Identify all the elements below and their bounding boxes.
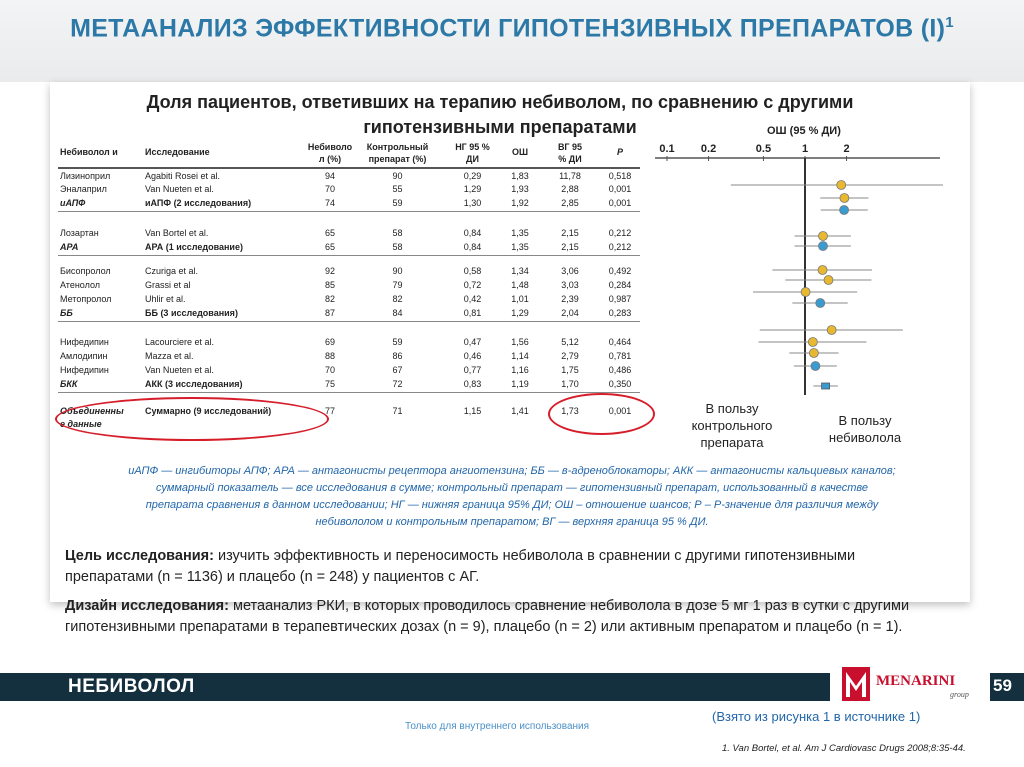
table-cell-study: Mazza et al. bbox=[145, 351, 194, 361]
header-lower: НГ 95 % ДИ bbox=[455, 142, 490, 164]
table-cell-p: 0,284 bbox=[608, 280, 632, 290]
internal-use-note: Только для внутреннего использования bbox=[405, 721, 590, 732]
table-cell-upper: 2,85 bbox=[561, 198, 579, 208]
header-drug: Небиволол и bbox=[60, 147, 118, 157]
table-cell-neb: 74 bbox=[324, 198, 335, 208]
table-cell-neb: 70 bbox=[324, 365, 335, 375]
table-cell-or: 1,19 bbox=[511, 379, 529, 389]
table-cell-or: 1,34 bbox=[511, 266, 529, 276]
table-cell-neb: 70 bbox=[324, 184, 335, 194]
menarini-logo bbox=[838, 664, 988, 704]
forest-point bbox=[811, 362, 820, 371]
study-design: Дизайн исследования: метаанализ РКИ, в которых проводилось сравнение небиволола в дозе 5 мг 1 раз в сутки с другими гипотензивными препаратами в терапевтических дозах (n = 9), плацебо (n = 2) или активным препаратом и плацебо (n = 1). bbox=[65, 598, 910, 635]
table-cell-or: 1,48 bbox=[511, 280, 529, 290]
table-cell-or: 1,83 bbox=[511, 171, 529, 181]
table-cell-drug: Метопролол bbox=[60, 294, 112, 304]
logo-subtext: group bbox=[950, 690, 969, 699]
forest-point bbox=[837, 181, 846, 190]
reference-citation: 1. Van Bortel, et al. Am J Cardiovasc Drugs 2008;8:35-44. bbox=[722, 743, 966, 754]
source-note: (Взято из рисунка 1 в источнике 1) bbox=[712, 709, 921, 724]
pooled-lower: 1,15 bbox=[463, 406, 482, 416]
table-cell-drug: Лозартан bbox=[60, 228, 99, 238]
slide-header bbox=[0, 0, 1024, 82]
table-cell-p: 0,492 bbox=[608, 266, 632, 276]
forest-point bbox=[808, 338, 817, 347]
table-cell-drug: иАПФ bbox=[60, 198, 86, 208]
forest-point bbox=[824, 276, 833, 285]
table-cell-neb: 65 bbox=[324, 228, 335, 238]
forest-tick-label: 0.5 bbox=[755, 143, 772, 155]
pooled-upper: 1,73 bbox=[561, 406, 579, 416]
table-cell-upper: 11,78 bbox=[559, 171, 581, 181]
table-cell-or: 1,29 bbox=[511, 308, 529, 318]
table-cell-p: 0,001 bbox=[608, 198, 632, 208]
forest-point bbox=[816, 299, 825, 308]
favors-control-label: В пользу контрольного препарата bbox=[691, 401, 773, 450]
table-cell-ctrl: 72 bbox=[392, 379, 403, 389]
table-cell-upper: 2,79 bbox=[561, 351, 579, 361]
table-cell-drug: ББ bbox=[60, 308, 73, 318]
header-study: Исследование bbox=[145, 147, 210, 157]
table-cell-study: Grassi et al bbox=[145, 280, 191, 290]
table-cell-lower: 0,46 bbox=[463, 351, 482, 361]
table-cell-ctrl: 67 bbox=[392, 365, 403, 375]
table-cell-study: Czuriga et al. bbox=[145, 266, 199, 276]
table-cell-or: 1,35 bbox=[511, 242, 529, 252]
forest-tick-label: 2 bbox=[843, 143, 850, 155]
table-cell-ctrl: 84 bbox=[392, 308, 403, 318]
study-aim: Цель исследования: изучить эффективность и переносимость небиволола в сравнении с другими гипотензивными препаратами (n = 1136) и плацебо (n = 248) у пациентов с АГ. bbox=[65, 548, 856, 585]
table-cell-lower: 0,47 bbox=[463, 337, 482, 347]
table-cell-lower: 0,77 bbox=[463, 365, 482, 375]
table-cell-drug: Нифедипин bbox=[60, 365, 109, 375]
table-cell-lower: 1,29 bbox=[463, 184, 482, 194]
table-cell-upper: 1,75 bbox=[561, 365, 579, 375]
pooled-neb: 77 bbox=[324, 406, 335, 416]
table-cell-ctrl: 86 bbox=[392, 351, 403, 361]
forest-point bbox=[801, 288, 810, 297]
table-cell-neb: 82 bbox=[324, 294, 335, 304]
table-cell-lower: 0,83 bbox=[463, 379, 482, 389]
table-cell-lower: 0,84 bbox=[463, 242, 482, 252]
table-cell-lower: 0,81 bbox=[463, 308, 482, 318]
table-cell-upper: 3,06 bbox=[561, 266, 579, 276]
table-cell-p: 0,987 bbox=[608, 294, 632, 304]
table-cell-neb: 88 bbox=[324, 351, 335, 361]
table-cell-upper: 2,15 bbox=[561, 242, 579, 252]
table-cell-study: Van Nueten et al. bbox=[145, 184, 214, 194]
pooled-or: 1,41 bbox=[511, 406, 529, 416]
logo-text: MENARINI bbox=[876, 673, 956, 689]
pooled-drug: Объединенны е данные bbox=[60, 406, 124, 429]
group-separator bbox=[58, 255, 640, 256]
table-cell-neb: 85 bbox=[324, 280, 335, 290]
slide-title: МЕТААНАЛИЗ ЭФФЕКТИВНОСТИ ГИПОТЕНЗИВНЫХ ПРЕПАРАТОВ $(I)^1$ bbox=[70, 14, 954, 43]
table-cell-lower: 0,72 bbox=[463, 280, 482, 290]
page-number: 59 bbox=[993, 676, 1012, 695]
table-cell-p: 0,518 bbox=[608, 171, 632, 181]
forest-axis-title: ОШ (95 % ДИ) bbox=[767, 125, 841, 137]
table-cell-neb: 75 bbox=[324, 379, 335, 389]
table-cell-neb: 92 bbox=[324, 266, 335, 276]
table-cell-study: АКК (3 исследования) bbox=[145, 379, 243, 389]
table-cell-upper: 2,15 bbox=[561, 228, 579, 238]
table-cell-drug: БКК bbox=[60, 379, 78, 389]
table-cell-neb: 94 bbox=[324, 171, 335, 181]
table-cell-study: Van Nueten et al. bbox=[145, 365, 214, 375]
table-cell-drug: Лизиноприл bbox=[60, 171, 111, 181]
table-cell-ctrl: 59 bbox=[392, 198, 403, 208]
table-cell-lower: 0,29 bbox=[463, 171, 482, 181]
table-cell-drug: Амлодипин bbox=[60, 351, 108, 361]
table-cell-p: 0,283 bbox=[608, 308, 632, 318]
table-cell-ctrl: 90 bbox=[392, 171, 403, 181]
group-separator bbox=[58, 211, 640, 212]
table-cell-or: 1,92 bbox=[511, 198, 529, 208]
forest-tick-label: 0.2 bbox=[700, 143, 717, 155]
group-separator bbox=[58, 392, 640, 393]
table-cell-or: 1,14 bbox=[511, 351, 529, 361]
table-cell-p: 0,486 bbox=[608, 365, 632, 375]
header-or: ОШ bbox=[511, 147, 529, 157]
table-cell-upper: 5,12 bbox=[561, 337, 579, 347]
table-cell-study: Lacourciere et al. bbox=[145, 337, 215, 347]
group-separator bbox=[58, 321, 640, 322]
table-cell-upper: 1,70 bbox=[561, 379, 579, 389]
table-cell-ctrl: 58 bbox=[392, 242, 403, 252]
forest-overall-marker bbox=[822, 383, 830, 389]
table-cell-lower: 0,42 bbox=[463, 294, 482, 304]
forest-tick-label: 1 bbox=[801, 143, 809, 155]
table-cell-p: 0,350 bbox=[608, 379, 632, 389]
table-cell-p: 0,781 bbox=[608, 351, 632, 361]
table-cell-ctrl: 82 bbox=[392, 294, 403, 304]
table-cell-drug: АРА bbox=[60, 242, 79, 252]
pooled-ctrl: 71 bbox=[392, 406, 403, 416]
footer-title: НЕБИВОЛОЛ bbox=[68, 676, 195, 697]
forest-point bbox=[818, 232, 827, 241]
header-p: P bbox=[616, 147, 623, 157]
table-cell-ctrl: 58 bbox=[392, 228, 403, 238]
table-cell-drug: Бисопролол bbox=[60, 266, 111, 276]
pooled-study: Суммарно (9 исследований) bbox=[145, 406, 272, 416]
table-cell-p: 0,464 bbox=[608, 337, 632, 347]
table-cell-p: 0,212 bbox=[608, 228, 632, 238]
table-cell-or: 1,35 bbox=[511, 228, 529, 238]
table-cell-upper: 2,88 bbox=[561, 184, 579, 194]
table-cell-lower: 0,84 bbox=[463, 228, 482, 238]
table-cell-or: 1,16 bbox=[511, 365, 529, 375]
table-cell-ctrl: 59 bbox=[392, 337, 403, 347]
forest-tick-label: 0.1 bbox=[659, 143, 675, 155]
table-cell-neb: 87 bbox=[324, 308, 335, 318]
table-header-rule bbox=[58, 167, 640, 169]
table-cell-ctrl: 79 bbox=[392, 280, 403, 290]
header-control: Контрольный препарат (%) bbox=[366, 142, 429, 164]
table-cell-p: 0,212 bbox=[608, 242, 632, 252]
abbreviations-legend: иАПФ — ингибиторы АПФ; АРА — антагонисты рецептора ангиотензина; ББ — в-адреноблокаторы; АКК — антагонисты кальциевых каналов; суммарный показатель — все исследования в сумме; контрольный препарат — гипотензивный препарат, использованный в качестве препарата сравнения в данном исследовании; НГ — нижняя граница 95% ДИ; ОШ – отношение шансов; Р – Р-значение для различия между небивололом и контрольным препаратом; ВГ — верхняя граница 95 % ДИ. bbox=[128, 465, 896, 528]
header-nebivolol: Небиволо л (%) bbox=[307, 142, 353, 164]
table-cell-study: АРА (1 исследование) bbox=[145, 242, 243, 252]
table-cell-lower: 0,58 bbox=[463, 266, 482, 276]
table-cell-study: Agabiti Rosei et al. bbox=[145, 171, 221, 181]
table-cell-upper: 2,39 bbox=[561, 294, 579, 304]
table-cell-ctrl: 55 bbox=[392, 184, 403, 194]
header-upper: ВГ 95 % ДИ bbox=[557, 142, 583, 164]
forest-point bbox=[809, 349, 818, 358]
favors-nebivolol-label: В пользу небиволола bbox=[828, 413, 902, 445]
forest-point bbox=[827, 326, 836, 335]
table-cell-neb: 69 bbox=[324, 337, 335, 347]
table-cell-or: 1,56 bbox=[511, 337, 529, 347]
table-cell-drug: Атенолол bbox=[60, 280, 101, 290]
table-cell-ctrl: 90 bbox=[392, 266, 403, 276]
table-cell-study: Van Bortel et al. bbox=[145, 228, 209, 238]
table-cell-upper: 3,03 bbox=[561, 280, 579, 290]
upper-ci-highlight-ellipse bbox=[548, 393, 655, 435]
table-cell-study: иАПФ (2 исследования) bbox=[145, 198, 252, 208]
table-cell-lower: 1,30 bbox=[463, 198, 482, 208]
pooled-highlight-ellipse bbox=[55, 397, 329, 441]
forest-point bbox=[818, 242, 827, 251]
pooled-p: 0,001 bbox=[608, 406, 632, 416]
table-cell-or: 1,93 bbox=[511, 184, 529, 194]
table-cell-study: Uhlir et al. bbox=[145, 294, 186, 304]
forest-point bbox=[840, 206, 849, 215]
table-cell-or: 1,01 bbox=[511, 294, 529, 304]
figure-subtitle: Доля пациентов, ответивших на терапию небиволом, по сравнению с другими гипотензивными препаратами bbox=[146, 92, 854, 137]
forest-point bbox=[840, 194, 849, 203]
table-cell-p: 0,001 bbox=[608, 184, 632, 194]
forest-plot bbox=[655, 140, 945, 400]
table-cell-drug: Нифедипин bbox=[60, 337, 109, 347]
table-cell-drug: Эналаприл bbox=[60, 184, 107, 194]
table-cell-upper: 2,04 bbox=[561, 308, 579, 318]
table-cell-study: ББ (3 исследования) bbox=[145, 308, 238, 318]
table-cell-neb: 65 bbox=[324, 242, 335, 252]
forest-point bbox=[818, 266, 827, 275]
